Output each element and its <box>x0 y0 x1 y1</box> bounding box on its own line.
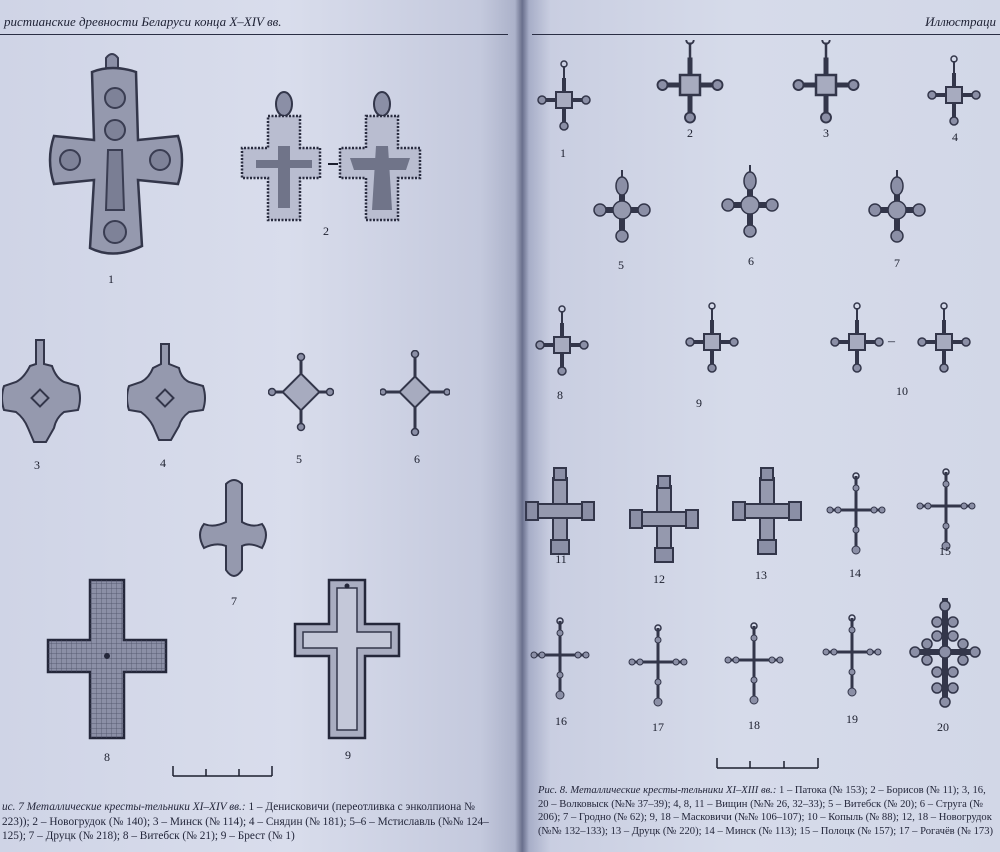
figure-label-13: 13 <box>755 568 767 582</box>
left-header-rule <box>0 34 508 35</box>
pair-dash: – <box>888 334 895 349</box>
figure-label-9: 9 <box>696 396 702 410</box>
right-page <box>522 0 1000 852</box>
left-caption-body: 1 – Денисковичи (переотливка с энколпиона № 223)); 2 – Новогрудок (№ 140); 3 – Минск (№ 114); 4 – Снядин (№ 181); 5–6 – Мстиславль (№№ 124–125); 7 – Друцк (№ 218); 8 – Витебск (№ 21); 9 – Брест (№ 1) <box>2 801 489 843</box>
right-caption-body: 1 – Патока (№ 153); 2 – Борисов (№ 11); 3, 16, 20 – Волковыск (№№ 37–39); 4, 8, 11 – Вищин (№№ 26, 32–33); 5 – Витебск (№ 20); 6 – Струга (№ 206); 7 – Гродно (№ 62); 9, 18 – Масковичи (№№ 106–107); 10 – Копыль (№ 88); 12, 18 – Новогрудок (№№ 132–133); 13 – Друцк (№ 220); 14 – Минск (№ 113); 15 – Полоцк (№ 157); 17 – Рогачёв (№ 173) <box>538 785 994 837</box>
cross-figure-4 <box>127 342 207 442</box>
cross-figure-5 <box>268 352 334 432</box>
cross-figure-1 <box>40 50 190 262</box>
figure-label-3: 3 <box>823 126 829 140</box>
figure-label-5: 5 <box>296 452 302 466</box>
figure-label-6: 6 <box>414 452 420 466</box>
left-caption-lead: ис. 7 Металлические кресты-тельники XI–XIV вв.: <box>2 801 246 813</box>
figure-label-7: 7 <box>231 594 237 608</box>
cross-figure-3 <box>2 338 82 444</box>
figure-label-4: 4 <box>160 456 166 470</box>
figure-label-20: 20 <box>937 720 949 734</box>
figure-label-12: 12 <box>653 572 665 586</box>
figure-label-7: 7 <box>894 256 900 270</box>
figure-label-10: 10 <box>896 384 908 398</box>
figure-label-3: 3 <box>34 458 40 472</box>
left-scale-bar <box>172 764 274 778</box>
figure-label-8: 8 <box>104 750 110 764</box>
figure-label-11: 11 <box>555 552 567 566</box>
cross-figure-2 <box>238 88 428 226</box>
figure-label-18: 18 <box>748 718 760 732</box>
figure-label-4: 4 <box>952 130 958 144</box>
book-gutter <box>515 0 529 852</box>
figure-label-17: 17 <box>652 720 664 734</box>
figure-label-9: 9 <box>345 748 351 762</box>
left-running-head: ристианские древности Беларуси конца X–XIV вв. <box>4 14 282 29</box>
right-running-head: Иллюстраци <box>925 14 996 29</box>
figure-label-2: 2 <box>687 126 693 140</box>
figure-label-5: 5 <box>618 258 624 272</box>
cross-figure-9 <box>293 578 401 740</box>
cross-figure-6 <box>380 350 450 436</box>
right-scale-bar <box>716 756 820 770</box>
cross-plate <box>522 40 1000 770</box>
figure-label-19: 19 <box>846 712 858 726</box>
figure-label-16: 16 <box>555 714 567 728</box>
figure-label-8: 8 <box>557 388 563 402</box>
figure-label-1: 1 <box>560 146 566 160</box>
right-header-rule <box>532 34 1000 35</box>
cross-figure-8 <box>46 578 168 740</box>
figure-label-1: 1 <box>108 272 114 286</box>
figure-label-2: 2 <box>323 224 329 238</box>
figure-label-14: 14 <box>849 566 861 580</box>
right-figure-caption <box>538 784 998 838</box>
cross-figure-7 <box>196 478 270 582</box>
figure-label-15: 15 <box>939 544 951 558</box>
figure-label-6: 6 <box>748 254 754 268</box>
right-caption-lead: Рис. 8. Металлические кресты-тельники XI–XIII вв.: <box>538 785 777 796</box>
left-figure-caption <box>2 800 502 844</box>
